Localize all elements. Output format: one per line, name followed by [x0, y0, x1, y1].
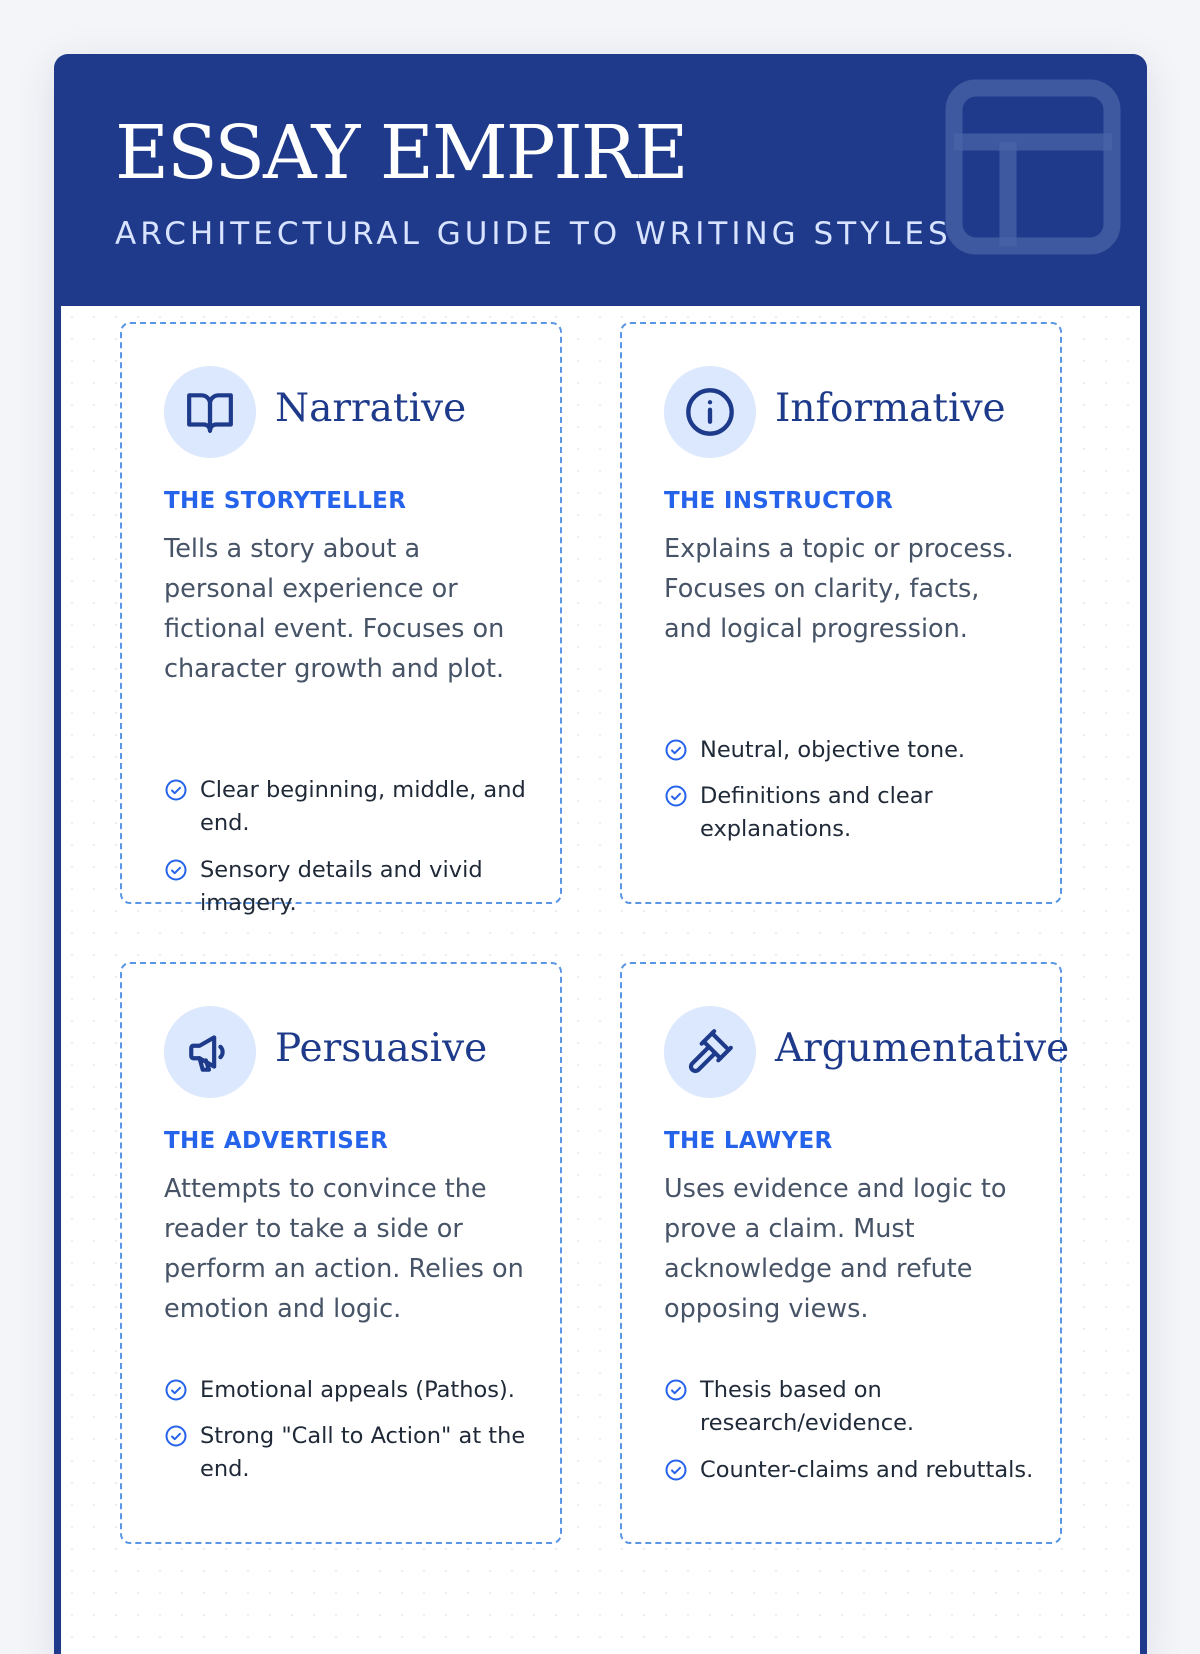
check-circle-icon	[164, 858, 188, 882]
feature-item	[164, 1374, 534, 1407]
check-circle-icon	[664, 1458, 688, 1482]
card-role: THE LAWYER	[664, 1128, 833, 1154]
feature-item	[664, 780, 1034, 846]
feature-text: Strong "Call to Action" at the end.	[200, 1423, 526, 1482]
check-circle-icon	[664, 784, 688, 808]
feature-text: Thesis based on research/evidence.	[700, 1377, 915, 1436]
icon-badge	[164, 1006, 256, 1098]
card-role: THE STORYTELLER	[164, 488, 407, 514]
feature-item	[164, 774, 534, 840]
icon-badge	[164, 366, 256, 458]
layout-icon	[945, 79, 1121, 255]
card-title: Argumentative	[775, 1026, 1070, 1071]
feature-item	[664, 1454, 1034, 1487]
icon-badge	[664, 366, 756, 458]
check-circle-icon	[664, 1378, 688, 1402]
feature-item	[164, 1420, 534, 1486]
feature-item	[664, 734, 1034, 767]
megaphone-icon	[185, 1027, 235, 1077]
check-circle-icon	[164, 778, 188, 802]
card-narrative	[120, 322, 562, 916]
card-informative	[620, 322, 1062, 904]
card-title: Persuasive	[275, 1026, 488, 1071]
feature-text: Counter-claims and rebuttals.	[700, 1457, 1034, 1483]
gavel-icon	[685, 1027, 735, 1077]
info-icon	[684, 386, 736, 438]
check-circle-icon	[164, 1378, 188, 1402]
feature-item	[664, 1374, 1034, 1440]
feature-text: Sensory details and vivid imagery.	[200, 857, 483, 916]
card-title: Informative	[775, 386, 1006, 431]
feature-text: Clear beginning, middle, and end.	[200, 777, 526, 836]
feature-item	[164, 854, 534, 920]
card-persuasive	[120, 962, 562, 1544]
card-title: Narrative	[275, 386, 467, 431]
feature-text: Emotional appeals (Pathos).	[200, 1377, 515, 1403]
feature-text: Definitions and clear explanations.	[700, 783, 933, 842]
card-description: Tells a story about a personal experience or fictional event. Focuses on character growth and plot.	[164, 534, 505, 684]
card-role: THE INSTRUCTOR	[664, 488, 894, 514]
card-description: Attempts to convince the reader to take a side or perform an action. Relies on emotion and logic.	[164, 1174, 524, 1324]
icon-badge	[664, 1006, 756, 1098]
header	[54, 54, 1147, 306]
card-argumentative	[620, 962, 1070, 1544]
card-description: Uses evidence and logic to prove a claim. Must acknowledge and refute opposing views.	[664, 1174, 1007, 1324]
check-circle-icon	[664, 738, 688, 762]
card-role: THE ADVERTISER	[164, 1128, 389, 1154]
page-subtitle: ARCHITECTURAL GUIDE TO WRITING STYLES	[115, 216, 952, 252]
feature-text: Neutral, objective tone.	[700, 737, 966, 763]
page-title: ESSAY EMPIRE	[115, 110, 687, 196]
check-circle-icon	[164, 1424, 188, 1448]
book-open-icon	[185, 387, 235, 437]
card-description: Explains a topic or process. Focuses on clarity, facts, and logical progression.	[664, 534, 1014, 644]
